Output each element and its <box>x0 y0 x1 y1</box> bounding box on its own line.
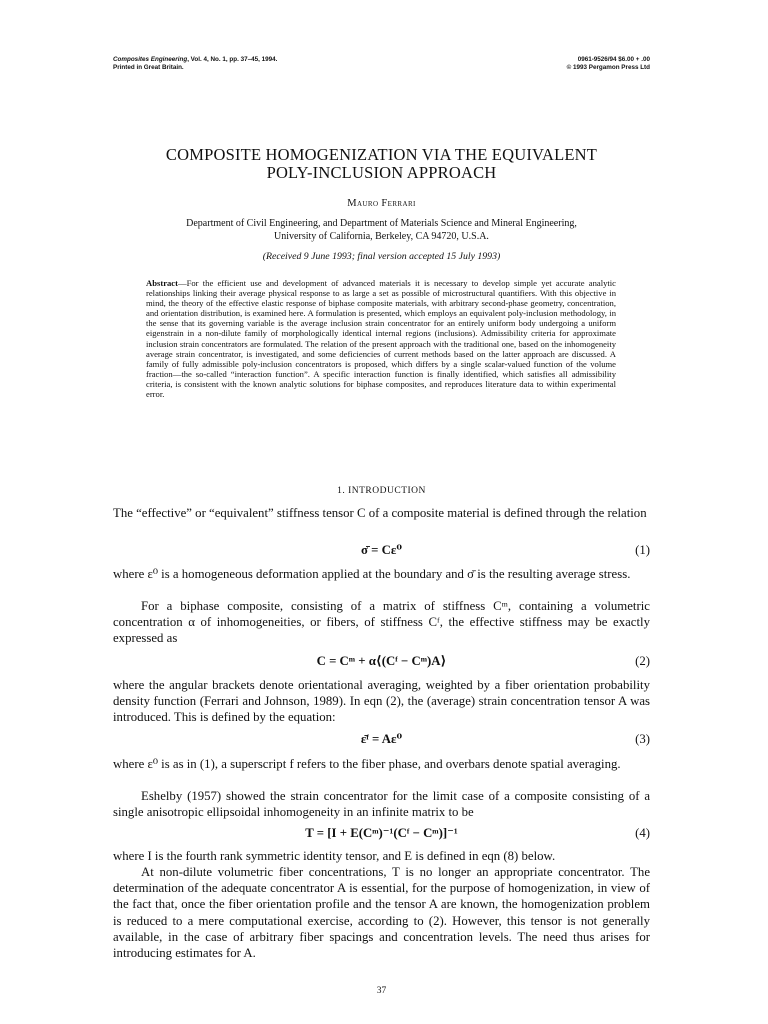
abstract-text: —For the efficient use and development of advanced materials it is necessary to develop simple yet accurate analytic relationships linking their average physical response to as large a set as possible of microstructural quantifiers. With this objective in mind, the theory of the effective elastic response of biphase composite materials, with arbitrary second-phase geometry, concentration, and orientation distribution, is examined here. A formulation is presented, which employs an equivalent poly-inclusion methodology, in the sense that its governing variable is the average inclusion strain concentrator for an entirely uniform body undergoing a uniform eigenstrain in a non-dilute family of morphologically identical internal regions (inclusions). Admissibility criteria for approximate inclusion strain concentrators are formulated. The relation of the present approach with the traditional one, based on the inhomogeneity average strain concentrator, is investigated, and some deficiencies of current methods based on the latter approach are discussed. A family of fully admissible poly-inclusion concentrators is proposed, which differs by a single scalar-valued function of the volume fraction—the so-called “interaction function”. A specific interaction function is finally identified, which satisfies all admissibility criteria, is consistent with the known analytic solutions for biphase composites, and reproduces literature data to within experimental error. <box>146 278 616 400</box>
equation-3-number: (3) <box>635 732 650 746</box>
paragraph-6: Eshelby (1957) showed the strain concentrator for the limit case of a composite consisting of a single anisotropic ellipsoidal inhomogeneity in an infinite matrix to be <box>113 789 650 820</box>
printed-in: Printed in Great Britain. <box>113 64 184 71</box>
paragraph-3: For a biphase composite, consisting of a matrix of stiffness Cᵐ, containing a volumetric concentration α of inhomogeneities, or fibers, of stiffness Cᶠ, the effective stiffness may be exactly expressed as <box>113 599 650 646</box>
affiliation-line-2: University of California, Berkeley, CA 94720, U.S.A. <box>274 231 489 242</box>
equation-1-number: (1) <box>635 543 650 557</box>
equation-3 <box>113 732 650 748</box>
page-number: 37 <box>376 986 387 996</box>
equation-4 <box>113 826 650 842</box>
paragraph-2: where ε⁰ is a homogeneous deformation applied at the boundary and σ̄ is the resulting average stress. <box>113 567 631 581</box>
affiliation-line-1: Department of Civil Engineering, and Department of Materials Science and Mineral Engineering, <box>186 218 577 229</box>
equation-2 <box>113 654 650 670</box>
section-heading: 1. INTRODUCTION <box>337 486 426 496</box>
paragraph-5: where ε⁰ is as in (1), a superscript f refers to the fiber phase, and overbars denote spatial averaging. <box>113 757 621 771</box>
paragraph-8: At non-dilute volumetric fiber concentrations, T is no longer an appropriate concentrator. The determination of the adequate concentrator A is essential, for the purpose of homogenization, in view of the fact that, once the fiber orientation profile and the tensor A are known, the homogenization problem is reduced to a mere computational exercise, according to (2). However, this tensor is not generally available, in the case of arbitrary fiber spacings and concentration levels. The need thus arises for introducing estimates for A. <box>113 865 650 961</box>
equation-2-number: (2) <box>635 654 650 668</box>
journal-citation: , Vol. 4, No. 1, pp. 37–45, 1994. <box>187 56 278 63</box>
author: Mauro Ferrari <box>347 198 416 209</box>
title-line-1: COMPOSITE HOMOGENIZATION VIA THE EQUIVALENT <box>165 145 598 164</box>
equation-1 <box>113 543 650 559</box>
equation-1-formula: σ̄ = Cε⁰ <box>361 543 402 557</box>
journal-name: Composites Engineering <box>113 56 188 63</box>
paragraph-4: where the angular brackets denote orientational averaging, weighted by a fiber orientation probability density function (Ferrari and Johnson, 1989). In eqn (2), the (average) strain concentration tensor A was introduced. This is defined by the equation: <box>113 678 650 725</box>
received-dates: (Received 9 June 1993; final version accepted 15 July 1993) <box>262 251 501 262</box>
affiliation <box>113 217 650 243</box>
equation-2-formula: C = Cᵐ + α⟨(Cᶠ − Cᵐ)A⟩ <box>316 654 447 668</box>
header-rights <box>567 56 650 72</box>
paper-title <box>113 146 650 182</box>
abstract-label: Abstract <box>146 278 178 288</box>
header-citation <box>113 56 277 72</box>
equation-4-formula: T = [I + E(Cᵐ)⁻¹(Cᶠ − Cᵐ)]⁻¹ <box>305 826 458 840</box>
issn: 0961-9526/94 $6.00 + .00 <box>577 56 650 63</box>
paragraph-1: The “effective” or “equivalent” stiffness tensor C of a composite material is defined through the relation <box>113 506 647 520</box>
title-line-2: POLY-INCLUSION APPROACH <box>266 163 497 182</box>
equation-3-formula: ε̄ᶠ = Aε⁰ <box>360 732 403 746</box>
equation-4-number: (4) <box>635 826 650 840</box>
copyright: © 1993 Pergamon Press Ltd <box>566 64 650 71</box>
abstract <box>146 278 616 399</box>
paragraph-7: where I is the fourth rank symmetric identity tensor, and E is defined in eqn (8) below. <box>113 849 556 863</box>
